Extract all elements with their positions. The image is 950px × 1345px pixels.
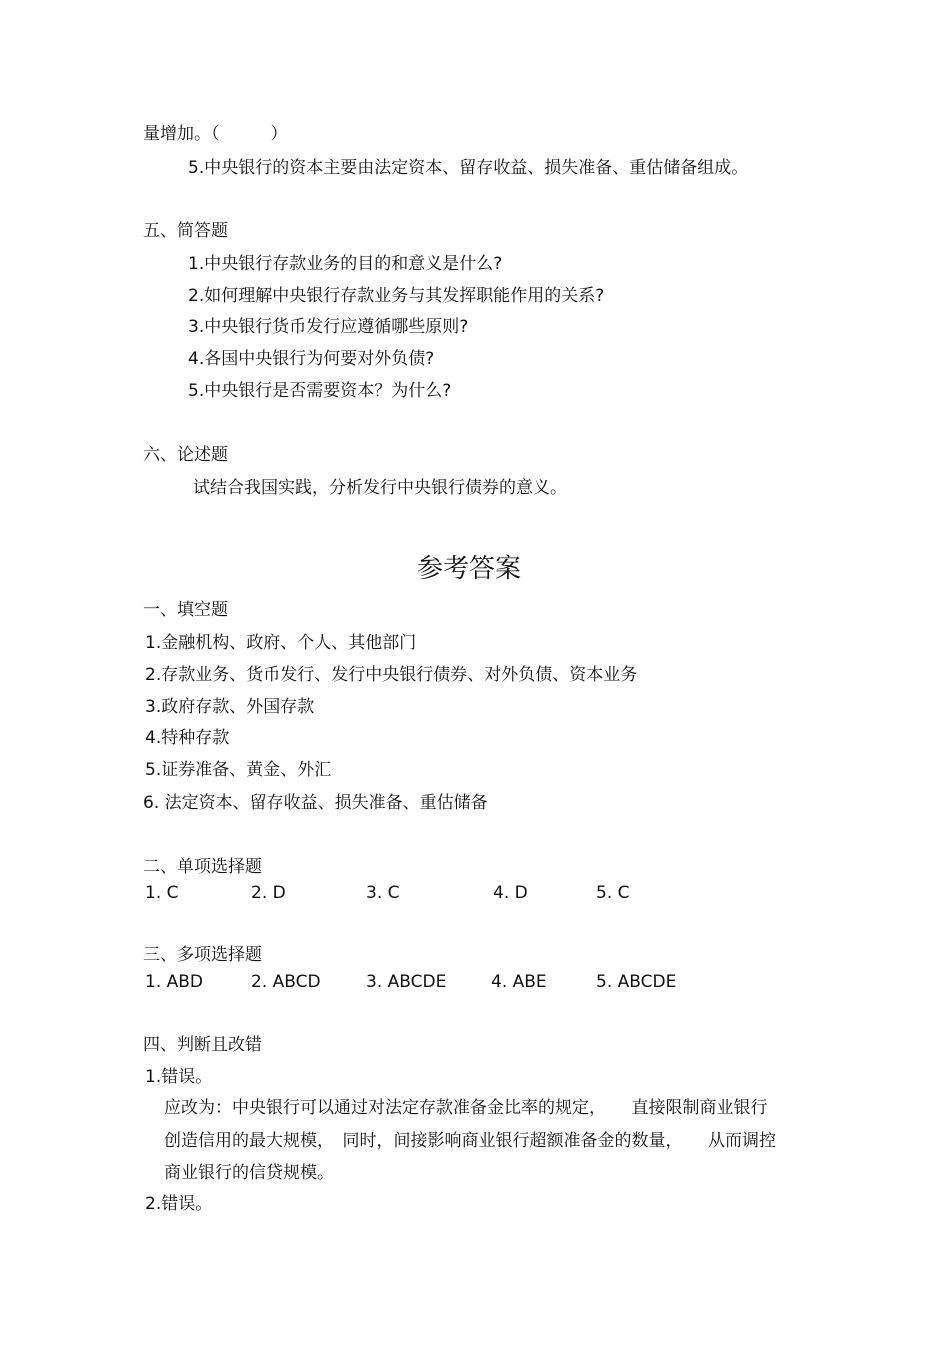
list-item: 4.各国中央银行为何要对外负债? xyxy=(188,349,435,369)
answer-cell: 4. D xyxy=(493,883,528,903)
list-item: 2.存款业务、货币发行、发行中央银行债券、对外负债、资本业务 xyxy=(145,665,638,685)
correction-line: 商业银行的信贷规模。 xyxy=(164,1163,334,1183)
answer-cell: 1. C xyxy=(145,883,179,903)
answer-cell: 2. ABCD xyxy=(251,972,321,992)
list-item: 5.中央银行是否需要资本？为什么? xyxy=(188,381,452,401)
answers-title: 参考答案 xyxy=(417,554,522,584)
list-item: 3.政府存款、外国存款 xyxy=(145,697,315,717)
list-item: 4.特种存款 xyxy=(145,728,230,748)
answer-cell: 4. ABE xyxy=(491,972,547,992)
single-choice-heading: 二、单项选择题 xyxy=(143,857,262,877)
correction-line: 创造信用的最大规模， 同时，间接影响商业银行超额准备金的数量， 从而调控 xyxy=(164,1131,776,1151)
list-item: 6. 法定资本、留存收益、损失准备、重估储备 xyxy=(143,793,488,813)
answer-cell: 1. ABD xyxy=(145,972,204,992)
answer-cell: 3. ABCDE xyxy=(366,972,447,992)
list-item: 1.金融机构、政府、个人、其他部门 xyxy=(145,633,417,653)
essay-heading: 六、论述题 xyxy=(143,445,228,465)
answer-cell: 3. C xyxy=(366,883,400,903)
list-item: 2.如何理解中央银行存款业务与其发挥职能作用的关系? xyxy=(188,286,605,306)
list-item: 5.证券准备、黄金、外汇 xyxy=(145,760,332,780)
essay-question: 试结合我国实践，分析发行中央银行债券的意义。 xyxy=(193,478,567,498)
list-item: 3.中央银行货币发行应遵循哪些原则? xyxy=(188,317,469,337)
tf-question-5: 5.中央银行的资本主要由法定资本、留存收益、损失准备、重估储备组成。 xyxy=(188,158,749,178)
fill-blank-heading: 一、填空题 xyxy=(143,600,228,620)
short-answer-heading: 五、简答题 xyxy=(143,221,228,241)
continuation-line: 量增加。（ ） xyxy=(143,124,288,144)
correction-line: 应改为：中央银行可以通过对法定存款准备金比率的规定， 直接限制商业银行 xyxy=(164,1098,768,1118)
list-item: 1.错误。 xyxy=(145,1067,213,1087)
answer-cell: 5. ABCDE xyxy=(596,972,677,992)
list-item: 2.错误。 xyxy=(145,1194,213,1214)
multi-choice-heading: 三、多项选择题 xyxy=(143,945,262,965)
answer-cell: 2. D xyxy=(251,883,286,903)
answer-cell: 5. C xyxy=(596,883,630,903)
true-false-heading: 四、判断且改错 xyxy=(143,1035,262,1055)
list-item: 1.中央银行存款业务的目的和意义是什么? xyxy=(188,254,503,274)
